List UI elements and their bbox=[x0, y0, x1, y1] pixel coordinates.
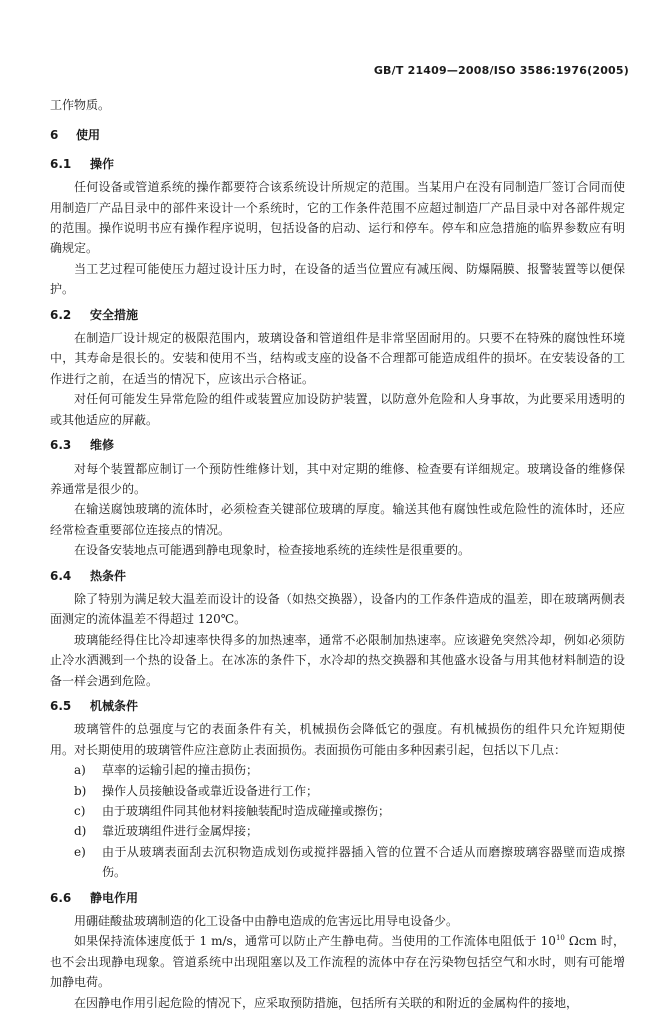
section-number: 6.4 bbox=[50, 568, 72, 583]
section-heading-6-5 bbox=[50, 696, 625, 716]
list-marker: e) bbox=[74, 844, 86, 859]
list-item-text: 操作人员接触设备或靠近设备进行工作； bbox=[102, 783, 319, 798]
list-item bbox=[50, 801, 625, 821]
paragraph bbox=[50, 931, 625, 992]
list-item bbox=[50, 842, 625, 883]
chapter-title: 使用 bbox=[76, 128, 101, 143]
paragraph: 在制造厂设计规定的极限范围内，玻璃设备和管道组件是非常坚固耐用的。只要不在特殊的腐蚀性环境中，其寿命是很长的。安装和使用不当，结构或支座的设备不合理都可能造成组件的损坏。在安装设备的工作进行之前，在适当的情况下，应该出示合格证。 bbox=[50, 331, 625, 386]
chapter-number: 6 bbox=[50, 128, 59, 143]
paragraph: 在设备安装地点可能遇到静电现象时，检查接地系统的连续性是很重要的。 bbox=[74, 543, 471, 558]
section-number: 6.3 bbox=[50, 438, 72, 453]
lead-text: 工作物质。 bbox=[50, 98, 111, 112]
section-number: 6.6 bbox=[50, 890, 72, 905]
list-item-text: 由于玻璃组件同其他材料接触装配时造成碰撞或擦伤； bbox=[102, 804, 391, 818]
section-title: 操作 bbox=[90, 156, 115, 171]
section-heading-6-1 bbox=[50, 154, 625, 174]
chapter-heading bbox=[50, 125, 625, 145]
list-item bbox=[50, 781, 625, 801]
section-title: 热条件 bbox=[90, 568, 127, 583]
paragraph: 对任何可能发生异常危险的组件或装置应加设防护装置，以防意外危险和人身事故，为此要采用透明的或其他适应的屏蔽。 bbox=[50, 392, 625, 427]
paragraph: 在因静电作用引起危险的情况下，应采取预防措施，包括所有关联的和附近的金属构件的接地， bbox=[74, 995, 579, 1010]
section-number: 6.5 bbox=[50, 698, 72, 713]
paragraph: 玻璃管件的总强度与它的表面条件有关，机械损伤会降低它的强度。有机械损伤的组件只允许短期使用。对长期使用的玻璃管件应注意防止表面损伤。表面损伤可能由多种因素引起，包括以下几点： bbox=[50, 722, 625, 757]
section-number: 6.1 bbox=[50, 156, 72, 171]
list-item-text: 由于从玻璃表面刮去沉积物造成划伤或搅拌器插入管的位置不合适从而磨擦玻璃容器壁而造成擦伤。 bbox=[102, 844, 625, 880]
section-title: 静电作用 bbox=[90, 890, 139, 905]
list-marker: b) bbox=[74, 783, 87, 798]
standard-number-header: GB/T 21409—2008/ISO 3586:1976(2005) bbox=[373, 64, 629, 77]
section-heading-6-4 bbox=[50, 566, 625, 586]
list-marker: a) bbox=[74, 763, 86, 778]
section-heading-6-3 bbox=[50, 435, 625, 455]
list-marker: c) bbox=[74, 804, 86, 818]
paragraph: 用硼硅酸盐玻璃制造的化工设备中由静电造成的危害远比用导电设备少。 bbox=[74, 914, 459, 929]
section-number: 6.2 bbox=[50, 307, 72, 322]
section-title: 安全措施 bbox=[90, 307, 139, 322]
paragraph: 在输送腐蚀玻璃的流体时，必须检查关键部位玻璃的厚度。输送其他有腐蚀性或危险性的流体时，还应经常检查重要部位连接点的情况。 bbox=[50, 502, 625, 537]
paragraph-text: 如果保持流体速度低于 1 m/s，通常可以防止产生静电荷。当使用的工作流体电阻低于 10 bbox=[74, 934, 556, 949]
document-body bbox=[50, 95, 625, 1013]
paragraph-text: Ωcm 时，也不会出现静电现象。管道系统中出现阻塞以及工作流程的流体中存在污染物包括空气和水时，则有可能增加静电荷。 bbox=[50, 934, 625, 990]
section-heading-6-2 bbox=[50, 305, 625, 325]
paragraph: 除了特别为满足较大温差而设计的设备（如热交换器），设备内的工作条件造成的温差，即在玻璃两侧表面测定的流体温差不得超过 120℃。 bbox=[50, 591, 625, 627]
list-item-text: 草率的运输引起的撞击损伤； bbox=[102, 763, 259, 778]
paragraph: 当工艺过程可能使压力超过设计压力时，在设备的适当位置应有减压阀、防爆隔膜、报警装置等以便保护。 bbox=[50, 261, 625, 297]
list-marker: d) bbox=[74, 824, 87, 839]
paragraph: 任何设备或管道系统的操作都要符合该系统设计所规定的范围。当某用户在没有同制造厂签订合同而使用制造厂产品目录中的部件来设计一个系统时，它的工作条件范围不应超过制造厂产品目录中对各部件规定的范围。操作说明书应有操作程序说明，包括设备的启动、运行和停车。停车和应急措施的临界参数应有明确规定。 bbox=[50, 180, 625, 256]
paragraph: 对每个装置都应制订一个预防性维修计划，其中对定期的维修、检查要有详细规定。玻璃设备的维修保养通常是很少的。 bbox=[50, 461, 625, 496]
section-title: 维修 bbox=[90, 438, 115, 453]
section-title: 机械条件 bbox=[90, 698, 139, 713]
list-item-text: 靠近玻璃组件进行金属焊接； bbox=[102, 824, 259, 839]
section-heading-6-6 bbox=[50, 888, 625, 908]
list-item bbox=[50, 760, 625, 780]
list-item bbox=[50, 821, 625, 841]
exponent: 10 bbox=[555, 934, 565, 943]
paragraph: 玻璃能经得住比冷却速率快得多的加热速率，通常不必限制加热速率。应该避免突然冷却，例如必须防止冷水洒溅到一个热的设备上。在冰冻的条件下，水冷却的热交换器和其他盛水设备与用其他材料制造的设备一样会遇到危险。 bbox=[50, 632, 625, 688]
